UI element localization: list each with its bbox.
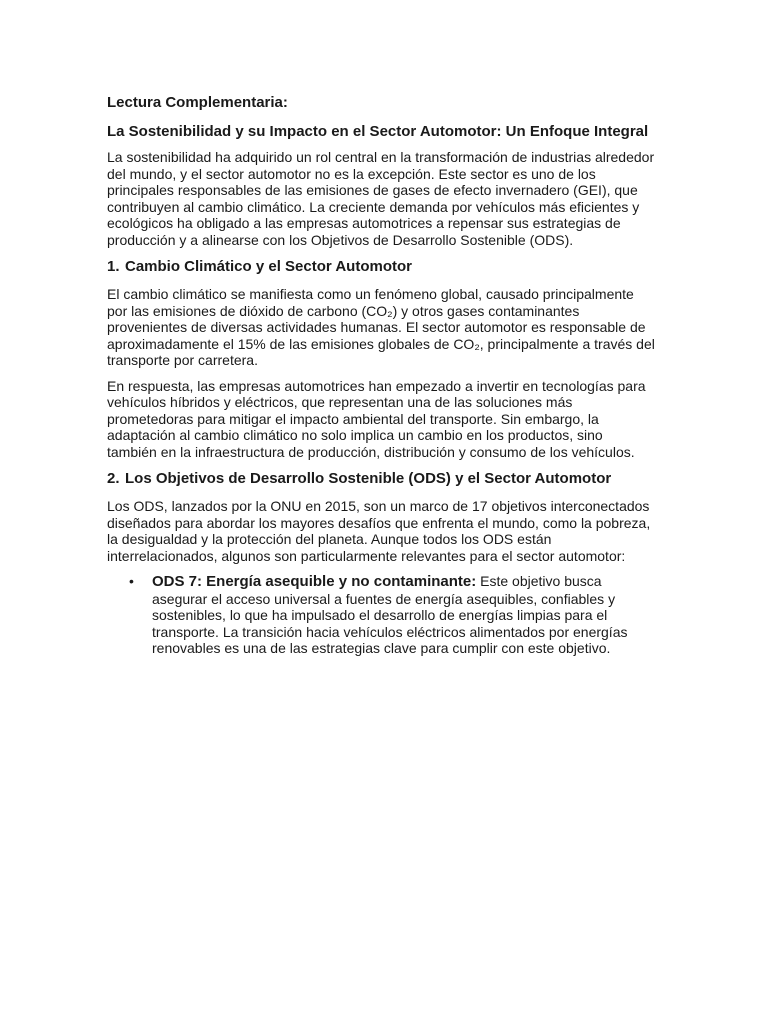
- ods-list: [107, 573, 656, 657]
- list-item: [107, 573, 656, 657]
- section-1-title: Cambio Climático y el Sector Automotor: [125, 258, 412, 275]
- ods-7-text: Este objetivo busca asegurar el acceso universal a fuentes de energía asequibles, confiables y sostenibles, lo que ha impulsado el desarrollo de energías limpias para el transporte. La transición hacia vehículos eléctricos alimentados por energías renovables es una de las estrategias clave para cumplir con este objetivo.: [152, 573, 628, 656]
- reading-label: Lectura Complementaria:: [107, 94, 288, 111]
- bullet-marker: •: [129, 573, 134, 589]
- section-2-title: Los Objetivos de Desarrollo Sostenible (ODS) y el Sector Automotor: [125, 470, 612, 487]
- section-1-heading: [107, 257, 656, 277]
- section-1-number: 1.: [107, 258, 120, 275]
- section-1-paragraph-2: En respuesta, las empresas automotrices han empezado a invertir en tecnologías para vehículos híbridos y eléctricos, que representan una de las soluciones más prometedoras para mitigar el impacto ambiental del transporte. Sin embargo, la adaptación al cambio climático no solo implica un cambio en los productos, sino también en la infraestructura de producción, distribución y consumo de los vehículos.: [107, 377, 646, 460]
- section-1-paragraph-1: El cambio climático se manifiesta como un fenómeno global, causado principalmente por las emisiones de dióxido de carbono (CO₂) y otros gases contaminantes provenientes de diversas actividades humanas. El sector automotor es responsable de aproximadamente el 15% de las emisiones globales de CO₂, principalmente a través del transporte por carretera.: [107, 286, 655, 368]
- intro-paragraph: La sostenibilidad ha adquirido un rol central en la transformación de industrias alrededor del mundo, y el sector automotor no es la excepción. Este sector es uno de los principales responsables de las emisiones de gases de efecto invernadero (GEI), que contribuyen al cambio climático. La creciente demanda por vehículos más eficientes y ecológicos ha obligado a las empresas automotrices a repensar sus estrategias de producción y a alinearse con los Objetivos de Desarrollo Sostenible (ODS).: [107, 149, 655, 248]
- document-title: La Sostenibilidad y su Impacto en el Sector Automotor: Un Enfoque Integral: [107, 123, 649, 140]
- section-2-heading: [107, 469, 656, 489]
- ods-7-heading: ODS 7: Energía asequible y no contaminante:: [152, 573, 477, 590]
- section-2-paragraph-1: Los ODS, lanzados por la ONU en 2015, son un marco de 17 objetivos interconectados diseñados para abordar los mayores desafíos que enfrenta el mundo, como la pobreza, la desigualdad y la protección del planeta. Aunque todos los ODS están interrelacionados, algunos son particularmente relevantes para el sector automotor:: [107, 498, 651, 564]
- section-2-number: 2.: [107, 470, 120, 487]
